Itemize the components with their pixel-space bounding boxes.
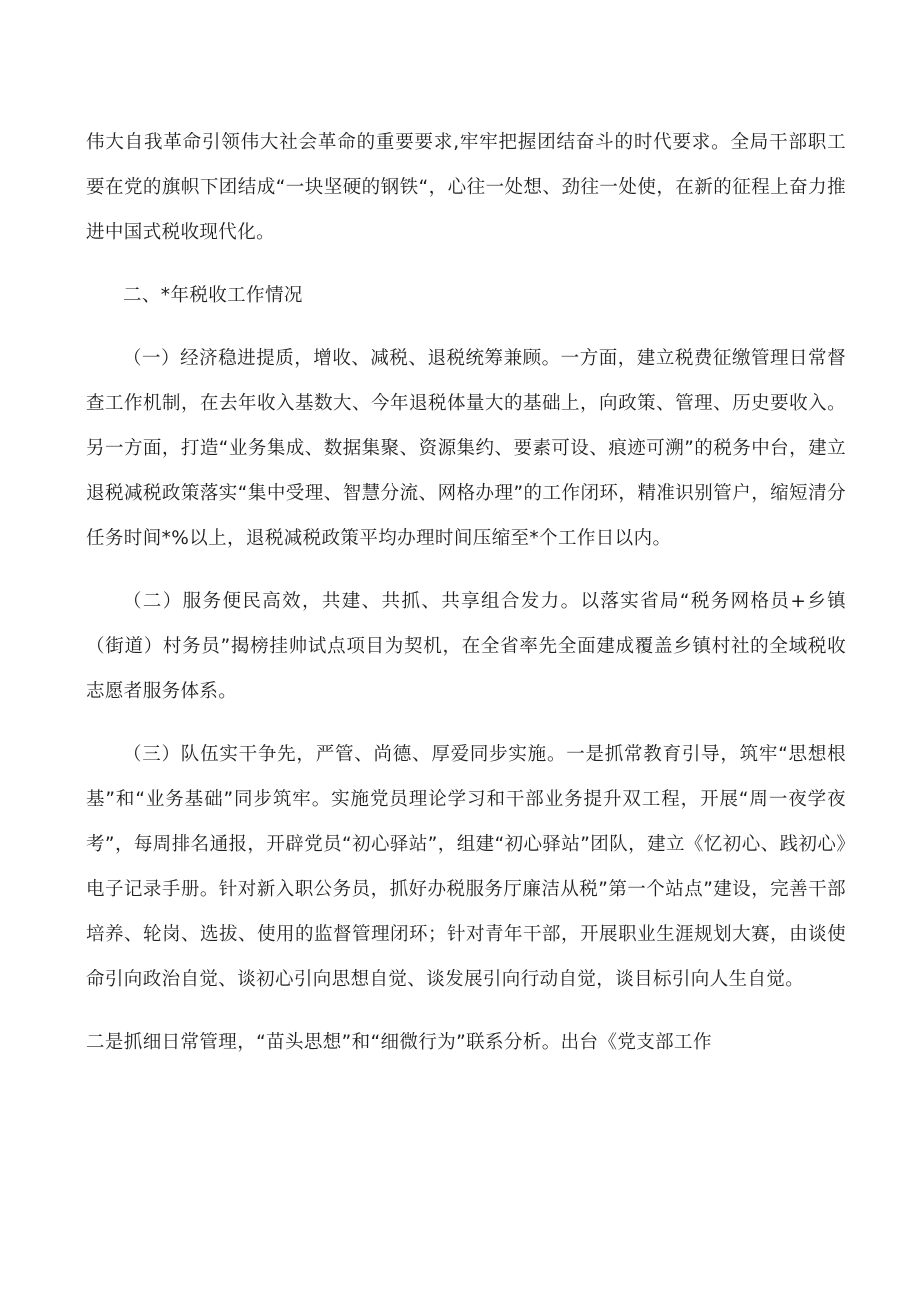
paragraph-economy: （一）经济稳进提质，增收、减税、退税统筹兼顾。一方面，建立税费征缴管理日常督查工作机制，在去年收入基数大、今年退税体量大的基础上，向政策、管理、历史要收入。另一方面，打造“业务集成、数据集聚、资源集约、要素可设、痕迹可溯”的税务中台，建立退税减税政策落实“集中受理、智慧分流、网格办理”的工作闭环，精准识别管户，缩短清分任务时间*%以上，退税减税政策平均办理时间压缩至*个工作日以内。	[86, 348, 846, 549]
document-body	[86, 120, 846, 1065]
paragraph-management: 二是抓细日常管理，“苗头思想”和“细微行为”联系分析。出台《党支部工作	[86, 1032, 712, 1053]
paragraph-continuation: 伟大自我革命引领伟大社会革命的重要要求,牢牢把握团结奋斗的时代要求。全局干部职工要在党的旗帜下团结成“一块坚硬的钢铁“，心往一处想、劲往一处使，在新的征程上奋力推进中国式税收现代化。	[86, 132, 846, 243]
paragraph-service: （二）服务便民高效，共建、共抓、共享组合发力。以落实省局“税务网格员+乡镇（街道）村务员”揭榜挂帅试点项目为契机，在全省率先全面建成覆盖乡镇村社的全域税收志愿者服务体系。	[86, 591, 846, 702]
section-heading: 二、*年税收工作情况	[123, 285, 303, 306]
paragraph-team: （三）队伍实干争先，严管、尚德、厚爱同步实施。一是抓常教育引导，筑牢“思想根基”和“业务基础”同步筑牢。实施党员理论学习和干部业务提升双工程，开展“周一夜学夜考”，每周排名通报，开辟党员“初心驿站”，组建“初心驿站”团队，建立《忆初心、践初心》电子记录手册。针对新入职公务员，抓好办税服务厅廉洁从税”第一个站点”建设，完善干部培养、轮岗、选拔、使用的监督管理闭环；针对青年干部，开展职业生涯规划大赛，由谈使命引向政治自觉、谈初心引向思想自觉、谈发展引向行动自觉，谈目标引向人生自觉。	[86, 744, 846, 990]
